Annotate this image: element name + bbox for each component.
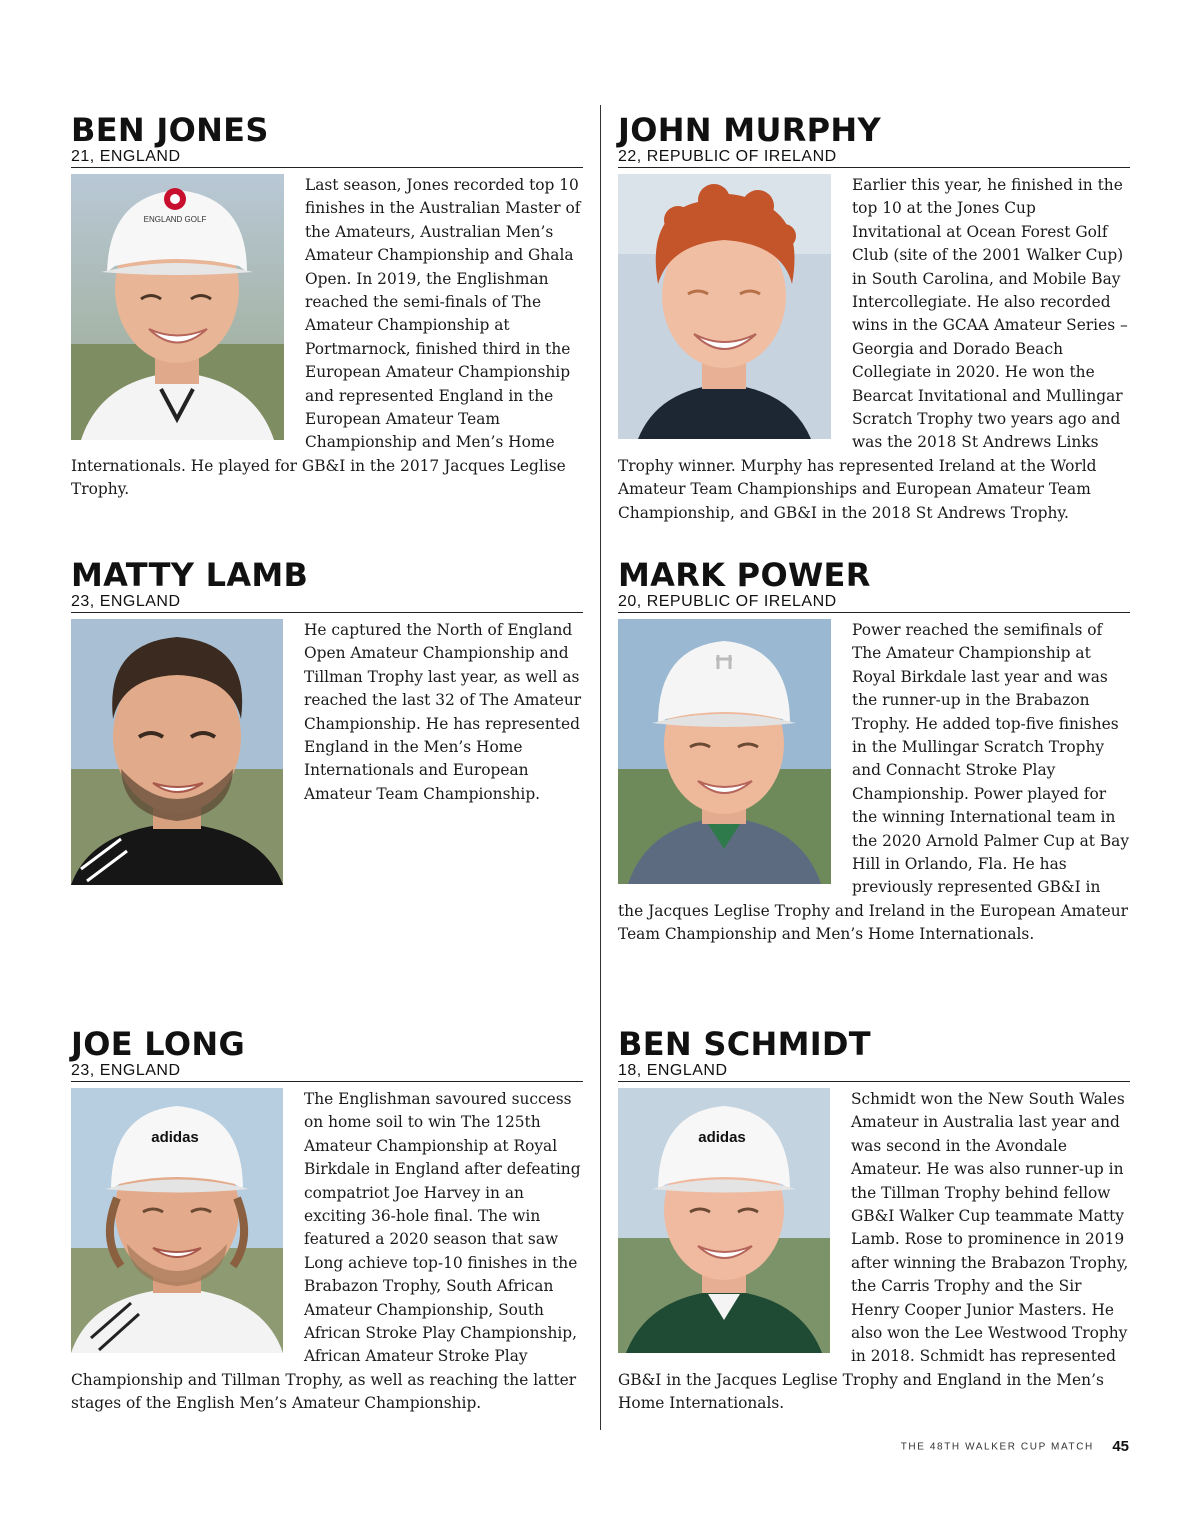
player-name: MARK POWER bbox=[618, 556, 871, 594]
player-age-country: 22, REPUBLIC OF IRELAND bbox=[618, 148, 1130, 168]
player-age-country: 18, ENGLAND bbox=[618, 1062, 1130, 1082]
player-name: BEN JONES bbox=[71, 111, 269, 149]
profile-ben-schmidt bbox=[618, 1026, 1130, 1416]
profile-ben-jones bbox=[71, 112, 583, 502]
player-bio: The Englishman savoured success on home soil to win The 125th Amateur Championship at Royal Birkdale in England after defeating compatriot Joe Harvey in an exciting 36-hole final. The win featured a 2020 season that saw Long achieve top-10 finishes in the Brabazon Trophy, South African Amateur Championship, South African Stroke Play Championship, African Amateur Stroke Play Championship and Tillman Trophy, as well as reaching the latter stages of the English Men’s Amateur Championship. bbox=[71, 1090, 581, 1413]
player-photo bbox=[618, 1088, 830, 1353]
player-photo bbox=[618, 619, 831, 884]
cap-logo-text: adidas bbox=[698, 1129, 746, 1146]
player-name: JOE LONG bbox=[71, 1025, 246, 1063]
publication-title: THE 48TH WALKER CUP MATCH bbox=[900, 1441, 1094, 1453]
profile-joe-long bbox=[71, 1026, 583, 1416]
player-bio: Schmidt won the New South Wales Amateur in Australia last year and was second in the Avondale Amateur. He was also runner-up in the Tillman Trophy behind fellow GB&I Walker Cup teammate Matty Lamb. Rose to prominence in 2019 after winning the Brabazon Trophy, the Carris Trophy and the Sir Henry Cooper Junior Masters. He also won the Lee Westwood Trophy in 2018. Schmidt has represented GB&I in the Jacques Leglise Trophy and England in the Men’s Home Internationals. bbox=[618, 1090, 1129, 1413]
page-footer bbox=[901, 1438, 1129, 1456]
column-divider bbox=[600, 105, 601, 1430]
player-photo bbox=[71, 1088, 283, 1353]
player-bio: Last season, Jones recorded top 10 finishes in the Australian Master of the Amateurs, Australian Men’s Amateur Championship and Ghala Open. In 2019, the Englishman reached the semi-finals of The Amateur Championship at Portmarnock, finished third in the European Amateur Championship and represented England in the European Amateur Team Championship and Men’s Home Internationals. He played for GB&I in the 2017 Jacques Leglise Trophy. bbox=[71, 176, 581, 499]
cap-logo-text: adidas bbox=[151, 1129, 199, 1146]
profile-matty-lamb bbox=[71, 557, 583, 889]
player-age-country: 23, ENGLAND bbox=[71, 1062, 583, 1082]
player-photo bbox=[71, 619, 283, 885]
player-age-country: 21, ENGLAND bbox=[71, 148, 583, 168]
player-photo bbox=[618, 174, 831, 439]
player-photo bbox=[71, 174, 284, 440]
page-number: 45 bbox=[1112, 1438, 1129, 1456]
player-name: MATTY LAMB bbox=[71, 556, 309, 594]
player-age-country: 20, REPUBLIC OF IRELAND bbox=[618, 593, 1130, 613]
player-age-country: 23, ENGLAND bbox=[71, 593, 583, 613]
profile-mark-power bbox=[618, 557, 1130, 947]
player-bio: Earlier this year, he finished in the top 10 at the Jones Cup Invitational at Ocean Forest Golf Club (site of the 2001 Walker Cup) in South Carolina, and Mobile Bay Intercollegiate. He also recorded wins in the GCAA Amateur Series – Georgia and Dorado Beach Collegiate in 2020. He won the Bearcat Invitational and Mullingar Scratch Trophy two years ago and was the 2018 St Andrews Links Trophy winner. Murphy has represented Ireland at the World Amateur Team Championships and European Amateur Team Championship, and GB&I in the 2018 St Andrews Trophy. bbox=[618, 176, 1128, 522]
player-name: BEN SCHMIDT bbox=[618, 1025, 871, 1063]
profile-john-murphy bbox=[618, 112, 1130, 525]
player-bio: He captured the North of England Open Amateur Championship and Tillman Trophy last year, as well as reached the last 32 of The Amateur Championship. He has represented England in the Men’s Home Internationals and European Amateur Team Championship. bbox=[304, 621, 582, 803]
player-name: JOHN MURPHY bbox=[618, 111, 881, 149]
player-bio: Power reached the semifinals of The Amateur Championship at Royal Birkdale last year and was the runner-up in the Brabazon Trophy. He added top-five finishes in the Mullingar Scratch Trophy and Connacht Stroke Play Championship. Power played for the winning International team in the 2020 Arnold Palmer Cup at Bay Hill in Orlando, Fla. He has previously represented GB&I in the Jacques Leglise Trophy and Ireland in the European Amateur Team Championship and Men’s Home Internationals. bbox=[618, 621, 1130, 944]
cap-logo-text: ENGLAND GOLF bbox=[143, 215, 207, 224]
